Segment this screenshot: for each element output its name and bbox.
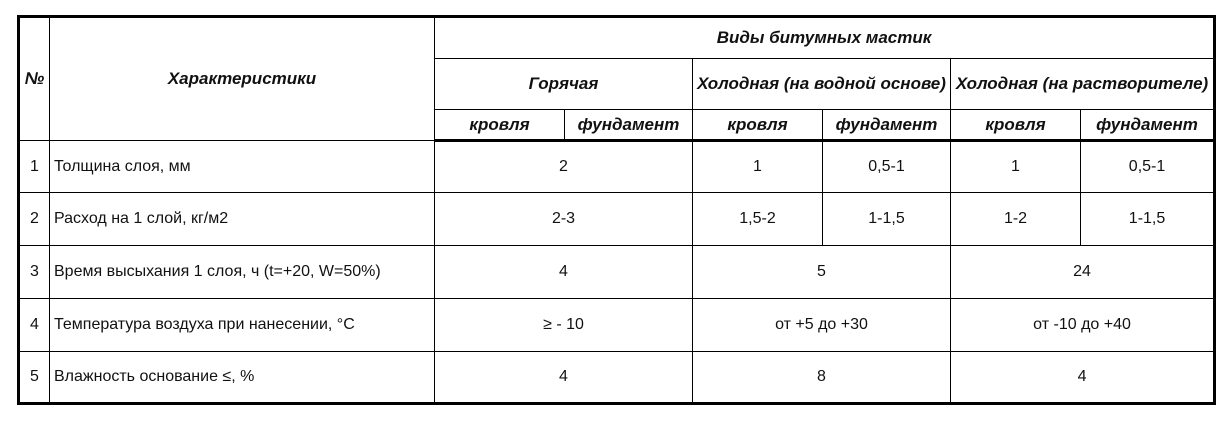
row-characteristic: Температура воздуха при нанесении, °С [50, 299, 435, 352]
cell-water: 5 [693, 246, 951, 299]
row-number: 4 [19, 299, 50, 352]
table-row [19, 299, 1215, 352]
row-characteristic: Время высыхания 1 слоя, ч (t=+20, W=50%) [50, 246, 435, 299]
cell-water-foundation: 0,5-1 [823, 141, 951, 193]
row-number: 3 [19, 246, 50, 299]
cell-hot: 2-3 [435, 193, 693, 246]
cell-water: 8 [693, 352, 951, 404]
header-mastic-types: Виды битумных мастик [435, 17, 1215, 59]
header-water-roof: кровля [693, 110, 823, 141]
cell-hot: 4 [435, 246, 693, 299]
header-solvent-roof: кровля [951, 110, 1081, 141]
cell-hot: 2 [435, 141, 693, 193]
cell-solvent: 4 [951, 352, 1215, 404]
cell-solvent-roof: 1-2 [951, 193, 1081, 246]
table-row [19, 352, 1215, 404]
row-number: 5 [19, 352, 50, 404]
cell-water-foundation: 1-1,5 [823, 193, 951, 246]
row-number: 1 [19, 141, 50, 193]
cell-hot: ≥ - 10 [435, 299, 693, 352]
header-water-foundation: фундамент [823, 110, 951, 141]
cell-water: от +5 до +30 [693, 299, 951, 352]
row-characteristic: Влажность основание ≤, % [50, 352, 435, 404]
header-cold-water: Холодная (на водной основе) [693, 59, 951, 110]
cell-solvent-roof: 1 [951, 141, 1081, 193]
cell-water-roof: 1 [693, 141, 823, 193]
cell-water-roof: 1,5-2 [693, 193, 823, 246]
row-number: 2 [19, 193, 50, 246]
header-num: № [19, 17, 50, 141]
row-characteristic: Толщина слоя, мм [50, 141, 435, 193]
bitumen-mastic-table [17, 15, 1216, 405]
cell-solvent-foundation: 0,5-1 [1081, 141, 1215, 193]
header-hot-foundation: фундамент [565, 110, 693, 141]
header-solvent-foundation: фундамент [1081, 110, 1215, 141]
header-characteristics: Характеристики [50, 17, 435, 141]
cell-solvent-foundation: 1-1,5 [1081, 193, 1215, 246]
header-hot: Горячая [435, 59, 693, 110]
table-row [19, 246, 1215, 299]
header-cold-solvent: Холодная (на растворителе) [951, 59, 1215, 110]
header-hot-roof: кровля [435, 110, 565, 141]
cell-solvent: от -10 до +40 [951, 299, 1215, 352]
cell-solvent: 24 [951, 246, 1215, 299]
table-row [19, 193, 1215, 246]
row-characteristic: Расход на 1 слой, кг/м2 [50, 193, 435, 246]
cell-hot: 4 [435, 352, 693, 404]
table-row [19, 141, 1215, 193]
